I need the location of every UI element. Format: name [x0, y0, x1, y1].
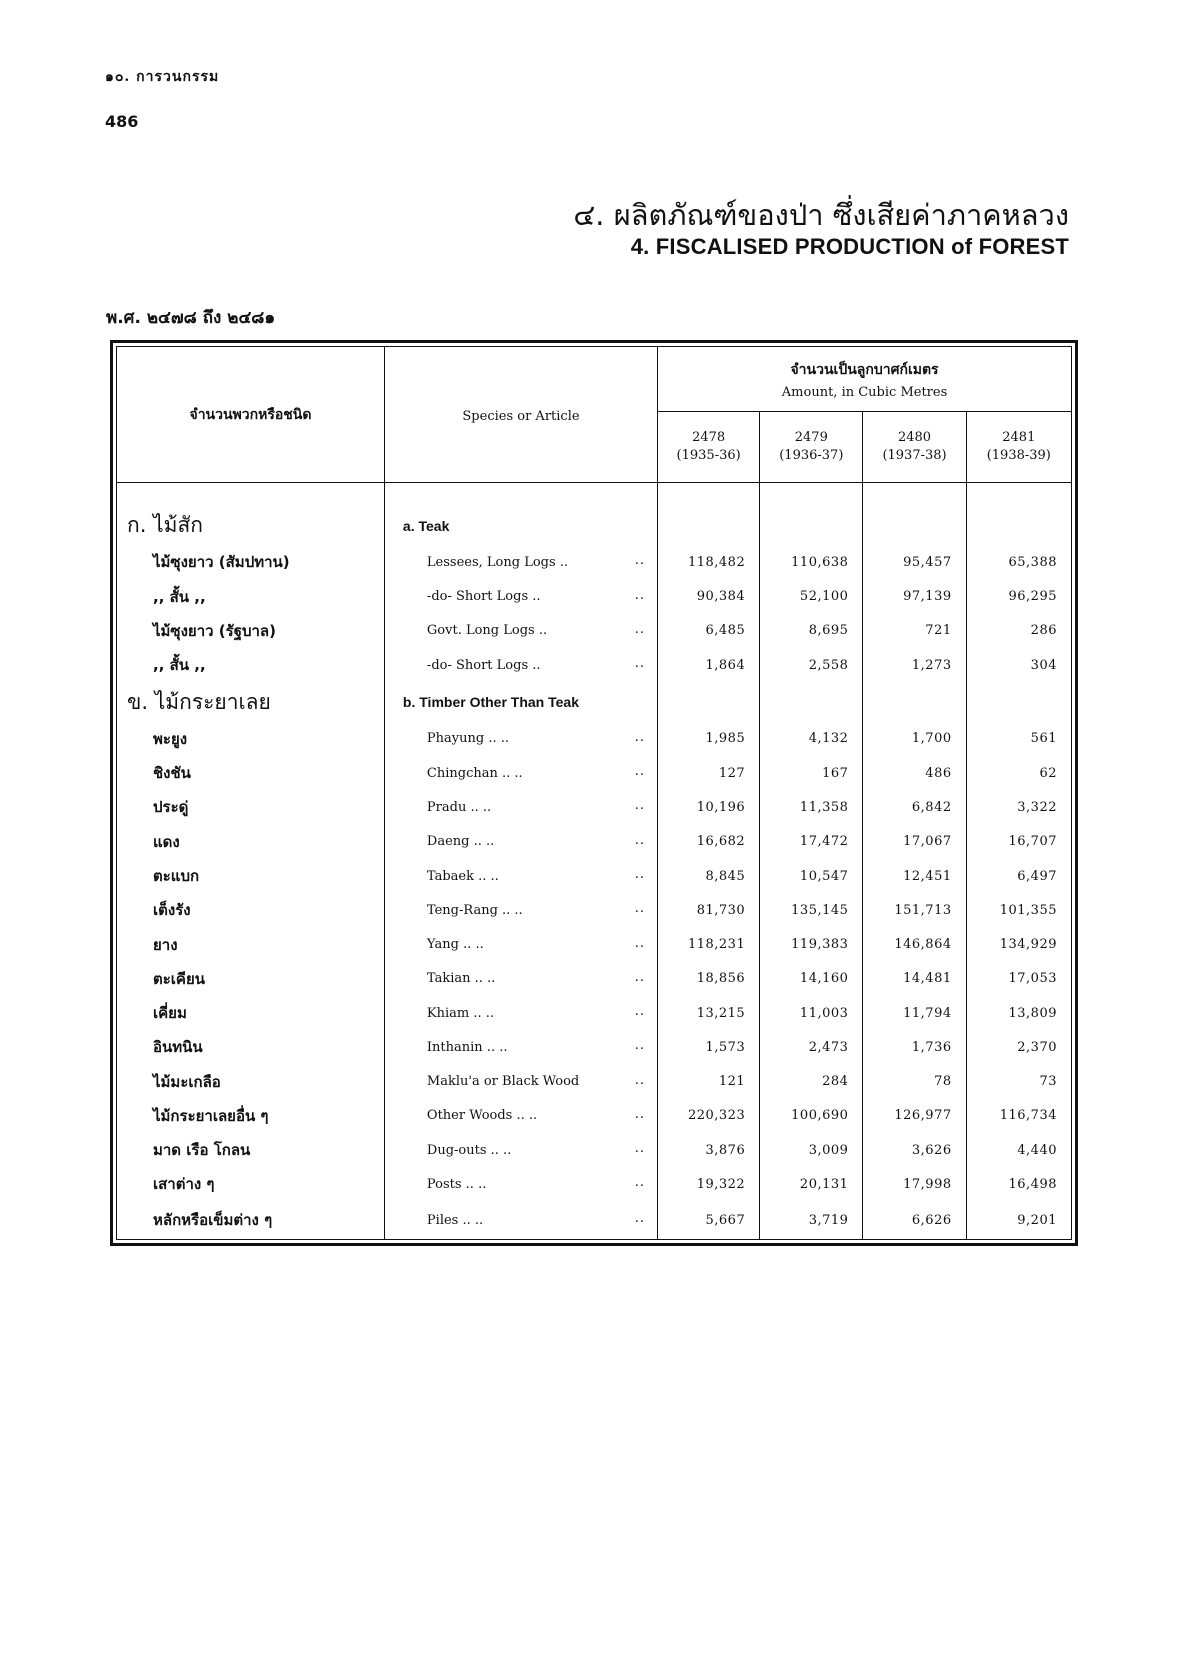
item-name-thai: เต็งรัง: [117, 893, 385, 927]
page-title-thai: ๔. ผลิตภัณฑ์ของป่า ซึ่งเสียค่าภาคหลวง: [573, 198, 1069, 232]
empty-cell: [658, 506, 760, 545]
amount-cell: 10,196: [658, 790, 760, 824]
table-row: [117, 1099, 1072, 1133]
item-name-thai: ตะแบก: [117, 859, 385, 893]
dot-leader: ..: [634, 1211, 646, 1227]
table-row: [117, 756, 1072, 790]
species-cell: [384, 614, 657, 648]
species-cell: [384, 825, 657, 859]
group-row: [117, 506, 1072, 545]
empty-cell: [658, 483, 760, 506]
species-cell: [384, 545, 657, 579]
item-name-thai: เสาต่าง ๆ: [117, 1167, 385, 1201]
species-cell: [384, 580, 657, 614]
item-name-thai: ไม้มะเกลือ: [117, 1064, 385, 1098]
amount-cell: 11,003: [760, 996, 863, 1030]
amount-cell: 304: [1030, 657, 1057, 673]
amount-cell: 1,273: [863, 648, 966, 682]
amount-cell: 116,734: [999, 1108, 1057, 1124]
table-body: [117, 483, 1072, 1240]
amount-cell: 19,322: [658, 1167, 760, 1201]
table-row: [117, 545, 1072, 579]
amount-cell: 52,100: [760, 580, 863, 614]
table-row: [117, 648, 1072, 682]
item-name-thai: มาด เรือ โกลน: [117, 1133, 385, 1167]
amount-cell: 5,667: [658, 1202, 760, 1240]
dot-leader: ..: [634, 764, 646, 780]
section-label: ๑๐. การวนกรรม: [105, 69, 220, 85]
dot-leader: ..: [634, 1072, 646, 1088]
amount-header-thai: จำนวนเป็นลูกบาศก์เมตร: [790, 361, 939, 378]
item-name-thai: ,, สั้น ,,: [117, 580, 385, 614]
empty-cell: [863, 483, 966, 506]
amount-cell: 3,322: [1017, 799, 1057, 815]
amount-cell: 90,384: [658, 580, 760, 614]
dot-leader: ..: [634, 656, 646, 672]
amount-cell: 286: [1030, 623, 1057, 639]
species-name: Pradu .. ..: [426, 799, 492, 815]
empty-cell: [760, 483, 863, 506]
amount-cell: 62: [1039, 765, 1057, 781]
amount-cell: 65,388: [1008, 554, 1057, 570]
empty-cell: [658, 682, 760, 721]
species-name: Teng-Rang .. ..: [426, 902, 523, 918]
group-name-thai: ก. ไม้สัก: [117, 506, 385, 545]
item-name-thai: อินทนิน: [117, 1030, 385, 1064]
empty-cell: [966, 506, 1071, 545]
species-cell: [384, 1030, 657, 1064]
amount-cell: 16,498: [1008, 1176, 1057, 1192]
species-cell: [384, 996, 657, 1030]
table-row: [117, 962, 1072, 996]
table-row: [117, 1167, 1072, 1201]
amount-cell: 1,573: [658, 1030, 760, 1064]
year-header: 2481 (1938-39): [966, 412, 1071, 483]
dot-leader: ..: [634, 832, 646, 848]
year-header: 2480 (1937-38): [863, 412, 966, 483]
amount-cell: 101,355: [999, 902, 1057, 918]
amount-cell: 78: [863, 1064, 966, 1098]
species-cell: [384, 1099, 657, 1133]
dot-leader: ..: [634, 901, 646, 917]
amount-cell: 73: [1039, 1074, 1057, 1090]
page-title-english: 4. FISCALISED PRODUCTION of FOREST: [630, 234, 1069, 259]
amount-cell: 8,695: [760, 614, 863, 648]
amount-cell: 17,998: [863, 1167, 966, 1201]
species-name: Chingchan .. ..: [426, 765, 523, 781]
species-name: Dug-outs .. ..: [426, 1142, 512, 1158]
dot-leader: ..: [634, 1175, 646, 1191]
table-row: [117, 722, 1072, 756]
species-name: Inthanin .. ..: [426, 1039, 508, 1055]
amount-cell: 118,482: [658, 545, 760, 579]
species-cell: [384, 1133, 657, 1167]
amount-cell: 220,323: [658, 1099, 760, 1133]
table-row: [117, 825, 1072, 859]
table-row: [117, 1133, 1072, 1167]
amount-cell: 96,295: [1008, 589, 1057, 605]
species-cell: [384, 756, 657, 790]
species-cell: [384, 927, 657, 961]
amount-cell: 118,231: [658, 927, 760, 961]
table-row: [117, 1202, 1072, 1240]
item-name-thai: ตะเคียน: [117, 962, 385, 996]
amount-cell: 14,160: [760, 962, 863, 996]
amount-cell: 16,682: [658, 825, 760, 859]
amount-header-english: Amount, in Cubic Metres: [781, 384, 948, 400]
amount-cell: 14,481: [863, 962, 966, 996]
spacer-row: [117, 483, 1072, 506]
amount-cell: 721: [863, 614, 966, 648]
item-name-thai: ชิงชัน: [117, 756, 385, 790]
species-cell: [384, 962, 657, 996]
amount-cell: 151,713: [863, 893, 966, 927]
amount-cell: 3,719: [760, 1202, 863, 1240]
dot-leader: ..: [634, 969, 646, 985]
table-row: [117, 893, 1072, 927]
empty-cell: [966, 483, 1071, 506]
species-name: Khiam .. ..: [426, 1005, 495, 1021]
amount-cell: 3,876: [658, 1133, 760, 1167]
item-name-thai: เคี่ยม: [117, 996, 385, 1030]
amount-cell: 10,547: [760, 859, 863, 893]
amount-cell: 4,440: [1017, 1142, 1057, 1158]
dot-leader: ..: [634, 867, 646, 883]
dot-leader: ..: [634, 798, 646, 814]
amount-cell: 2,558: [760, 648, 863, 682]
page-number: 486: [105, 112, 139, 131]
amount-cell: 11,358: [760, 790, 863, 824]
amount-cell: 17,067: [863, 825, 966, 859]
dot-leader: ..: [634, 587, 646, 603]
item-name-thai: ไม้กระยาเลยอื่น ๆ: [117, 1099, 385, 1133]
amount-cell: 6,626: [863, 1202, 966, 1240]
dot-leader: ..: [634, 935, 646, 951]
amount-cell: 2,473: [760, 1030, 863, 1064]
amount-cell: 127: [658, 756, 760, 790]
table-row: [117, 927, 1072, 961]
species-name: Govt. Long Logs ..: [426, 623, 548, 639]
species-name: Piles .. ..: [426, 1212, 484, 1228]
item-name-thai: ยาง: [117, 927, 385, 961]
empty-cell: [117, 483, 385, 506]
amount-cell: 20,131: [760, 1167, 863, 1201]
amount-cell: 119,383: [760, 927, 863, 961]
amount-cell: 146,864: [863, 927, 966, 961]
table-row: [117, 580, 1072, 614]
amount-cell: 17,053: [1008, 971, 1057, 987]
species-name: Posts .. ..: [426, 1176, 487, 1192]
amount-cell: 6,497: [1017, 868, 1057, 884]
amount-cell: 135,145: [760, 893, 863, 927]
species-name: Daeng .. ..: [426, 834, 495, 850]
amount-cell: 97,139: [863, 580, 966, 614]
species-cell: [384, 790, 657, 824]
amount-cell: 3,009: [760, 1133, 863, 1167]
column-header-species-label: Species or Article: [462, 409, 580, 424]
species-name: Other Woods .. ..: [426, 1108, 538, 1124]
dot-leader: ..: [634, 729, 646, 745]
empty-cell: [760, 682, 863, 721]
column-header-species: [384, 347, 657, 483]
amount-cell: 1,736: [863, 1030, 966, 1064]
species-name: Lessees, Long Logs ..: [426, 554, 569, 570]
empty-cell: [760, 506, 863, 545]
species-name: Phayung .. ..: [426, 731, 509, 747]
amount-cell: 13,809: [1008, 1005, 1057, 1021]
amount-cell: 121: [658, 1064, 760, 1098]
dot-leader: ..: [634, 1106, 646, 1122]
empty-cell: [966, 682, 1071, 721]
amount-cell: 13,215: [658, 996, 760, 1030]
item-name-thai: แดง: [117, 825, 385, 859]
amount-cell: 11,794: [863, 996, 966, 1030]
species-cell: [384, 1064, 657, 1098]
species-name: -do- Short Logs ..: [426, 589, 541, 605]
group-row: [117, 682, 1072, 721]
amount-cell: 110,638: [760, 545, 863, 579]
item-name-thai: หลักหรือเข็มต่าง ๆ: [117, 1202, 385, 1240]
dot-leader: ..: [634, 1141, 646, 1157]
column-header-thai: [117, 347, 385, 483]
species-cell: [384, 722, 657, 756]
dot-leader: ..: [634, 1038, 646, 1054]
amount-cell: 95,457: [863, 545, 966, 579]
amount-cell: 486: [863, 756, 966, 790]
table-row: [117, 1064, 1072, 1098]
amount-cell: 6,842: [863, 790, 966, 824]
table-row: [117, 1030, 1072, 1064]
production-table-frame: [110, 340, 1078, 1246]
amount-cell: 284: [760, 1064, 863, 1098]
amount-cell: 4,132: [760, 722, 863, 756]
species-cell: [384, 1167, 657, 1201]
species-cell: [384, 1202, 657, 1240]
amount-cell: 2,370: [1017, 1039, 1057, 1055]
species-cell: [384, 859, 657, 893]
group-name-english: b. Timber Other Than Teak: [384, 682, 657, 721]
amount-cell: 17,472: [760, 825, 863, 859]
production-table: [116, 346, 1072, 1240]
item-name-thai: ไม้ซุงยาว (สัมปทาน): [117, 545, 385, 579]
amount-cell: 561: [1030, 731, 1057, 747]
amount-cell: 6,485: [658, 614, 760, 648]
table-row: [117, 790, 1072, 824]
amount-cell: 1,864: [658, 648, 760, 682]
amount-cell: 167: [760, 756, 863, 790]
dot-leader: ..: [634, 621, 646, 637]
year-header: 2479 (1936-37): [760, 412, 863, 483]
amount-cell: 8,845: [658, 859, 760, 893]
group-name-english: a. Teak: [384, 506, 657, 545]
item-name-thai: ,, สั้น ,,: [117, 648, 385, 682]
item-name-thai: พะยูง: [117, 722, 385, 756]
amount-cell: 3,626: [863, 1133, 966, 1167]
group-name-thai: ข. ไม้กระยาเลย: [117, 682, 385, 721]
amount-cell: 100,690: [760, 1099, 863, 1133]
species-cell: [384, 648, 657, 682]
amount-cell: 126,977: [863, 1099, 966, 1133]
amount-cell: 12,451: [863, 859, 966, 893]
table-row: [117, 614, 1072, 648]
species-name: Yang .. ..: [426, 937, 484, 953]
table-row: [117, 996, 1072, 1030]
empty-cell: [384, 483, 657, 506]
empty-cell: [863, 506, 966, 545]
amount-header: [658, 347, 1072, 412]
amount-cell: 9,201: [1017, 1212, 1057, 1228]
year-header: 2478 (1935-36): [658, 412, 760, 483]
amount-cell: 16,707: [1008, 834, 1057, 850]
column-header-thai-label: จำนวนพวกหรือชนิด: [189, 406, 312, 423]
species-name: Tabaek .. ..: [426, 868, 499, 884]
dot-leader: ..: [634, 553, 646, 569]
table-row: [117, 859, 1072, 893]
item-name-thai: ไม้ซุงยาว (รัฐบาล): [117, 614, 385, 648]
dot-leader: ..: [634, 1004, 646, 1020]
amount-cell: 1,985: [658, 722, 760, 756]
amount-cell: 1,700: [863, 722, 966, 756]
amount-cell: 81,730: [658, 893, 760, 927]
species-name: -do- Short Logs ..: [426, 657, 541, 673]
amount-cell: 134,929: [999, 937, 1057, 953]
species-name: Takian .. ..: [426, 971, 496, 987]
period-label: พ.ศ. ๒๔๗๘ ถึง ๒๔๘๑: [106, 308, 276, 328]
species-name: Maklu'a or Black Wood: [426, 1074, 580, 1090]
item-name-thai: ประดู่: [117, 790, 385, 824]
species-cell: [384, 893, 657, 927]
amount-cell: 18,856: [658, 962, 760, 996]
empty-cell: [863, 682, 966, 721]
